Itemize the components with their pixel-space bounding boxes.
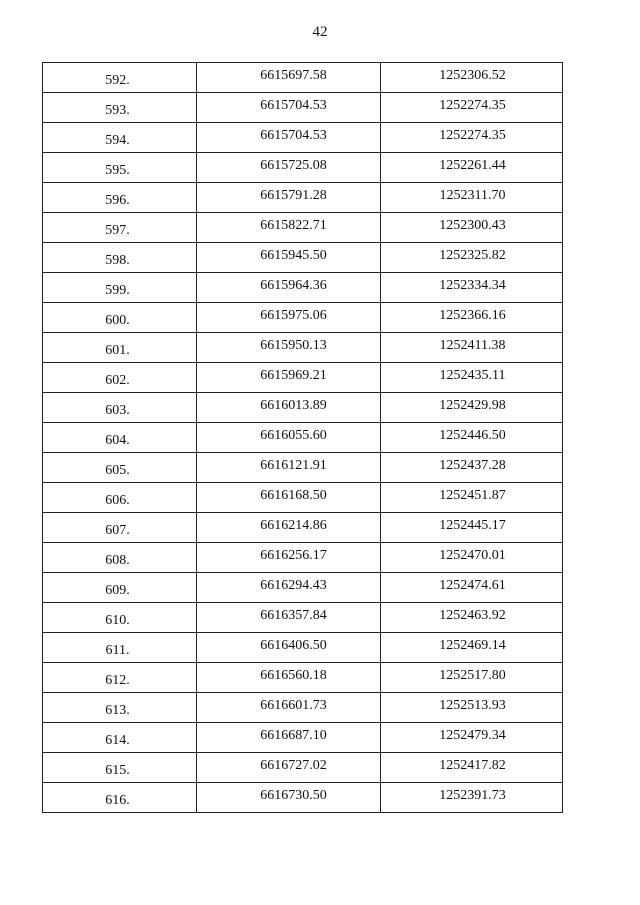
point-number-cell	[43, 153, 197, 183]
coordinates-table	[42, 62, 563, 813]
point-number-cell	[43, 483, 197, 513]
y-coordinate-value: 1252435.11	[439, 368, 506, 383]
x-coordinate-value: 6615697.58	[260, 68, 327, 83]
point-number-value: 613.	[105, 703, 130, 718]
y-coordinate-value: 1252366.16	[439, 308, 506, 323]
point-number-cell	[43, 123, 197, 153]
y-coordinate-value: 1252451.87	[439, 488, 506, 503]
y-coordinate-cell	[381, 183, 563, 213]
page-number: 42	[312, 24, 328, 40]
y-coordinate-value: 1252274.35	[439, 98, 506, 113]
table-row	[43, 453, 563, 483]
point-number-cell	[43, 243, 197, 273]
y-coordinate-cell	[381, 303, 563, 333]
table-row	[43, 303, 563, 333]
table-row	[43, 573, 563, 603]
x-coordinate-value: 6615791.28	[260, 188, 327, 203]
y-coordinate-cell	[381, 483, 563, 513]
y-coordinate-cell	[381, 243, 563, 273]
y-coordinate-value: 1252300.43	[439, 218, 506, 233]
x-coordinate-cell	[197, 273, 381, 303]
y-coordinate-value: 1252446.50	[439, 428, 506, 443]
point-number-value: 600.	[105, 313, 130, 328]
point-number-cell	[43, 783, 197, 813]
point-number-value: 599.	[105, 283, 130, 298]
table-row	[43, 243, 563, 273]
table-row	[43, 723, 563, 753]
point-number-cell	[43, 753, 197, 783]
x-coordinate-cell	[197, 753, 381, 783]
point-number-value: 606.	[105, 493, 130, 508]
table-row	[43, 183, 563, 213]
point-number-cell	[43, 693, 197, 723]
table-row	[43, 753, 563, 783]
y-coordinate-cell	[381, 213, 563, 243]
y-coordinate-cell	[381, 63, 563, 93]
x-coordinate-value: 6615822.71	[260, 218, 327, 233]
x-coordinate-cell	[197, 603, 381, 633]
point-number-value: 602.	[105, 373, 130, 388]
point-number-cell	[43, 663, 197, 693]
x-coordinate-value: 6615950.13	[260, 338, 327, 353]
table-row	[43, 63, 563, 93]
table-row	[43, 483, 563, 513]
y-coordinate-value: 1252417.82	[439, 758, 506, 773]
point-number-value: 601.	[105, 343, 130, 358]
point-number-value: 595.	[105, 163, 130, 178]
point-number-value: 610.	[105, 613, 130, 628]
x-coordinate-cell	[197, 123, 381, 153]
table-row	[43, 123, 563, 153]
point-number-cell	[43, 183, 197, 213]
y-coordinate-value: 1252474.61	[439, 578, 506, 593]
point-number-cell	[43, 543, 197, 573]
point-number-value: 594.	[105, 133, 130, 148]
point-number-cell	[43, 93, 197, 123]
y-coordinate-cell	[381, 93, 563, 123]
y-coordinate-value: 1252469.14	[439, 638, 506, 653]
y-coordinate-cell	[381, 153, 563, 183]
y-coordinate-cell	[381, 513, 563, 543]
y-coordinate-cell	[381, 123, 563, 153]
table-row	[43, 663, 563, 693]
x-coordinate-cell	[197, 453, 381, 483]
y-coordinate-value: 1252463.92	[439, 608, 506, 623]
x-coordinate-cell	[197, 213, 381, 243]
y-coordinate-cell	[381, 723, 563, 753]
x-coordinate-cell	[197, 303, 381, 333]
x-coordinate-cell	[197, 633, 381, 663]
table-row	[43, 393, 563, 423]
y-coordinate-cell	[381, 693, 563, 723]
x-coordinate-cell	[197, 693, 381, 723]
table-row	[43, 153, 563, 183]
x-coordinate-cell	[197, 663, 381, 693]
point-number-cell	[43, 63, 197, 93]
x-coordinate-value: 6615704.53	[260, 98, 327, 113]
x-coordinate-cell	[197, 333, 381, 363]
x-coordinate-cell	[197, 543, 381, 573]
y-coordinate-value: 1252479.34	[439, 728, 506, 743]
point-number-value: 597.	[105, 223, 130, 238]
table-row	[43, 513, 563, 543]
y-coordinate-cell	[381, 333, 563, 363]
point-number-value: 593.	[105, 103, 130, 118]
point-number-value: 612.	[105, 673, 130, 688]
point-number-cell	[43, 453, 197, 483]
x-coordinate-value: 6616256.17	[260, 548, 327, 563]
point-number-cell	[43, 603, 197, 633]
table-row	[43, 633, 563, 663]
x-coordinate-cell	[197, 513, 381, 543]
y-coordinate-value: 1252334.34	[439, 278, 506, 293]
x-coordinate-value: 6616121.91	[260, 458, 327, 473]
x-coordinate-value: 6616294.43	[260, 578, 327, 593]
x-coordinate-value: 6615725.08	[260, 158, 327, 173]
point-number-cell	[43, 723, 197, 753]
x-coordinate-value: 6616687.10	[260, 728, 327, 743]
table-row	[43, 783, 563, 813]
y-coordinate-cell	[381, 783, 563, 813]
y-coordinate-cell	[381, 753, 563, 783]
y-coordinate-value: 1252517.80	[439, 668, 506, 683]
table-body	[43, 63, 563, 813]
table-row	[43, 543, 563, 573]
x-coordinate-value: 6616013.89	[260, 398, 327, 413]
y-coordinate-cell	[381, 543, 563, 573]
x-coordinate-value: 6615975.06	[260, 308, 327, 323]
point-number-cell	[43, 423, 197, 453]
y-coordinate-cell	[381, 393, 563, 423]
y-coordinate-value: 1252306.52	[439, 68, 506, 83]
table-row	[43, 363, 563, 393]
y-coordinate-value: 1252437.28	[439, 458, 506, 473]
x-coordinate-value: 6616214.86	[260, 518, 327, 533]
point-number-cell	[43, 333, 197, 363]
y-coordinate-cell	[381, 423, 563, 453]
x-coordinate-value: 6616357.84	[260, 608, 327, 623]
point-number-cell	[43, 573, 197, 603]
x-coordinate-cell	[197, 483, 381, 513]
y-coordinate-cell	[381, 603, 563, 633]
point-number-value: 598.	[105, 253, 130, 268]
point-number-cell	[43, 363, 197, 393]
table-row	[43, 693, 563, 723]
y-coordinate-cell	[381, 363, 563, 393]
point-number-value: 592.	[105, 73, 130, 88]
x-coordinate-value: 6615704.53	[260, 128, 327, 143]
x-coordinate-value: 6616055.60	[260, 428, 327, 443]
x-coordinate-cell	[197, 573, 381, 603]
y-coordinate-cell	[381, 273, 563, 303]
y-coordinate-value: 1252311.70	[439, 188, 506, 203]
x-coordinate-value: 6616560.18	[260, 668, 327, 683]
y-coordinate-value: 1252274.35	[439, 128, 506, 143]
y-coordinate-value: 1252391.73	[439, 788, 506, 803]
x-coordinate-cell	[197, 393, 381, 423]
y-coordinate-cell	[381, 633, 563, 663]
y-coordinate-value: 1252429.98	[439, 398, 506, 413]
point-number-cell	[43, 303, 197, 333]
point-number-value: 603.	[105, 403, 130, 418]
y-coordinate-cell	[381, 573, 563, 603]
table-row	[43, 213, 563, 243]
table-row	[43, 273, 563, 303]
point-number-value: 609.	[105, 583, 130, 598]
x-coordinate-value: 6616601.73	[260, 698, 327, 713]
x-coordinate-cell	[197, 153, 381, 183]
point-number-value: 614.	[105, 733, 130, 748]
x-coordinate-cell	[197, 243, 381, 273]
x-coordinate-cell	[197, 423, 381, 453]
point-number-cell	[43, 633, 197, 663]
x-coordinate-cell	[197, 783, 381, 813]
point-number-cell	[43, 273, 197, 303]
x-coordinate-value: 6615945.50	[260, 248, 327, 263]
table-row	[43, 603, 563, 633]
x-coordinate-cell	[197, 63, 381, 93]
x-coordinate-value: 6616168.50	[260, 488, 327, 503]
x-coordinate-cell	[197, 93, 381, 123]
y-coordinate-value: 1252513.93	[439, 698, 506, 713]
point-number-value: 615.	[105, 763, 130, 778]
x-coordinate-cell	[197, 363, 381, 393]
point-number-value: 596.	[105, 193, 130, 208]
y-coordinate-value: 1252445.17	[439, 518, 506, 533]
y-coordinate-cell	[381, 453, 563, 483]
table-row	[43, 93, 563, 123]
point-number-value: 605.	[105, 463, 130, 478]
y-coordinate-value: 1252261.44	[439, 158, 506, 173]
y-coordinate-value: 1252411.38	[439, 338, 506, 353]
point-number-value: 607.	[105, 523, 130, 538]
point-number-cell	[43, 393, 197, 423]
y-coordinate-cell	[381, 663, 563, 693]
x-coordinate-value: 6616727.02	[260, 758, 327, 773]
x-coordinate-value: 6616730.50	[260, 788, 327, 803]
table-row	[43, 333, 563, 363]
x-coordinate-value: 6615964.36	[260, 278, 327, 293]
point-number-value: 604.	[105, 433, 130, 448]
x-coordinate-value: 6615969.21	[260, 368, 327, 383]
point-number-cell	[43, 513, 197, 543]
x-coordinate-value: 6616406.50	[260, 638, 327, 653]
y-coordinate-value: 1252325.82	[439, 248, 506, 263]
point-number-value: 608.	[105, 553, 130, 568]
point-number-cell	[43, 213, 197, 243]
y-coordinate-value: 1252470.01	[439, 548, 506, 563]
x-coordinate-cell	[197, 183, 381, 213]
x-coordinate-cell	[197, 723, 381, 753]
table-row	[43, 423, 563, 453]
point-number-value: 616.	[105, 793, 130, 808]
point-number-value: 611.	[105, 643, 130, 658]
